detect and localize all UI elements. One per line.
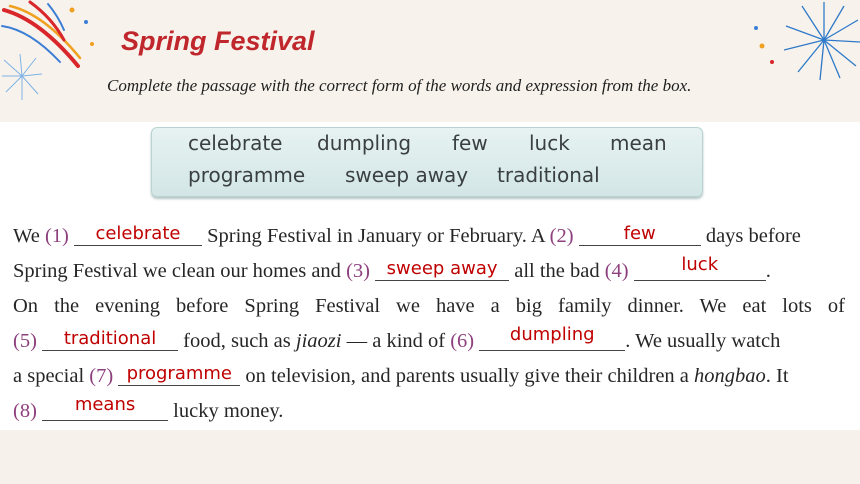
passage-line-6: [13, 394, 845, 429]
blank-7[interactable]: [118, 363, 240, 386]
answer-4: luck: [681, 254, 719, 275]
blank-5[interactable]: [42, 328, 178, 351]
passage: [13, 219, 845, 429]
word-sweep-away: sweep away: [345, 163, 469, 187]
footer-band: [0, 430, 860, 484]
answer-7: programme: [126, 363, 233, 384]
passage-text: food, such as: [178, 330, 296, 352]
passage-text: — a kind of: [341, 330, 451, 352]
passage-text: lucky money.: [168, 400, 284, 422]
word-luck: luck: [529, 131, 570, 155]
blank-number-1: (1): [44, 225, 69, 247]
passage-text: Spring Festival we clean our homes and: [13, 260, 347, 282]
passage-text: . It: [765, 365, 789, 387]
blank-8[interactable]: [42, 394, 168, 421]
passage-text: all the bad: [509, 260, 605, 282]
passage-line-3: On the evening before Spring Festival we have a big family dinner. We eat lots of: [13, 295, 845, 317]
word-box: [151, 127, 703, 197]
header-band: [0, 0, 860, 122]
blank-number-4: (4): [604, 260, 629, 282]
passage-text: . We usually watch: [625, 330, 781, 352]
passage-line-2: [13, 254, 845, 289]
word-programme: programme: [188, 163, 306, 187]
fireworks-left-icon: [0, 0, 110, 110]
answer-5: traditional: [63, 328, 157, 349]
passage-line-4: [13, 324, 845, 359]
blank-number-7: (7): [89, 365, 114, 387]
blank-6[interactable]: [479, 324, 625, 351]
word-celebrate: celebrate: [188, 131, 283, 155]
blank-4[interactable]: [634, 254, 766, 281]
passage-text: We: [13, 225, 45, 247]
word-dumpling: dumpling: [317, 131, 412, 155]
answer-1: celebrate: [95, 223, 181, 244]
blank-number-6: (6): [450, 330, 475, 352]
word-mean: mean: [610, 131, 667, 155]
answer-2: few: [623, 223, 656, 244]
blank-number-5: (5): [13, 330, 37, 352]
passage-line-1: [13, 219, 845, 254]
answer-6: dumpling: [509, 324, 595, 345]
answer-3: sweep away: [386, 258, 498, 279]
passage-text: a special: [13, 365, 90, 387]
passage-text: .: [765, 260, 771, 282]
blank-2[interactable]: [579, 223, 701, 246]
page-title: Spring Festival: [121, 26, 315, 56]
blank-number-3: (3): [346, 260, 370, 282]
blank-number-8: (8): [13, 400, 37, 422]
blank-number-2: (2): [549, 225, 574, 247]
word-traditional: traditional: [497, 163, 600, 187]
passage-line-5: [13, 359, 845, 394]
passage-text: days before: [700, 225, 801, 247]
passage-text: Spring Festival in January or February. A: [201, 225, 550, 247]
blank-1[interactable]: [74, 223, 202, 246]
fireworks-right-icon: [740, 0, 860, 110]
word-hongbao: hongbao: [694, 365, 766, 387]
blank-3[interactable]: [375, 258, 509, 281]
burst-left-icon: [2, 54, 42, 100]
word-few: few: [452, 131, 488, 155]
instructions: Complete the passage with the correct form of the words and expression from the box.: [107, 76, 692, 95]
answer-8: means: [74, 394, 136, 415]
passage-text: on television, and parents usually give their children a: [240, 365, 695, 387]
word-jiaozi: jiaozi: [295, 330, 342, 352]
